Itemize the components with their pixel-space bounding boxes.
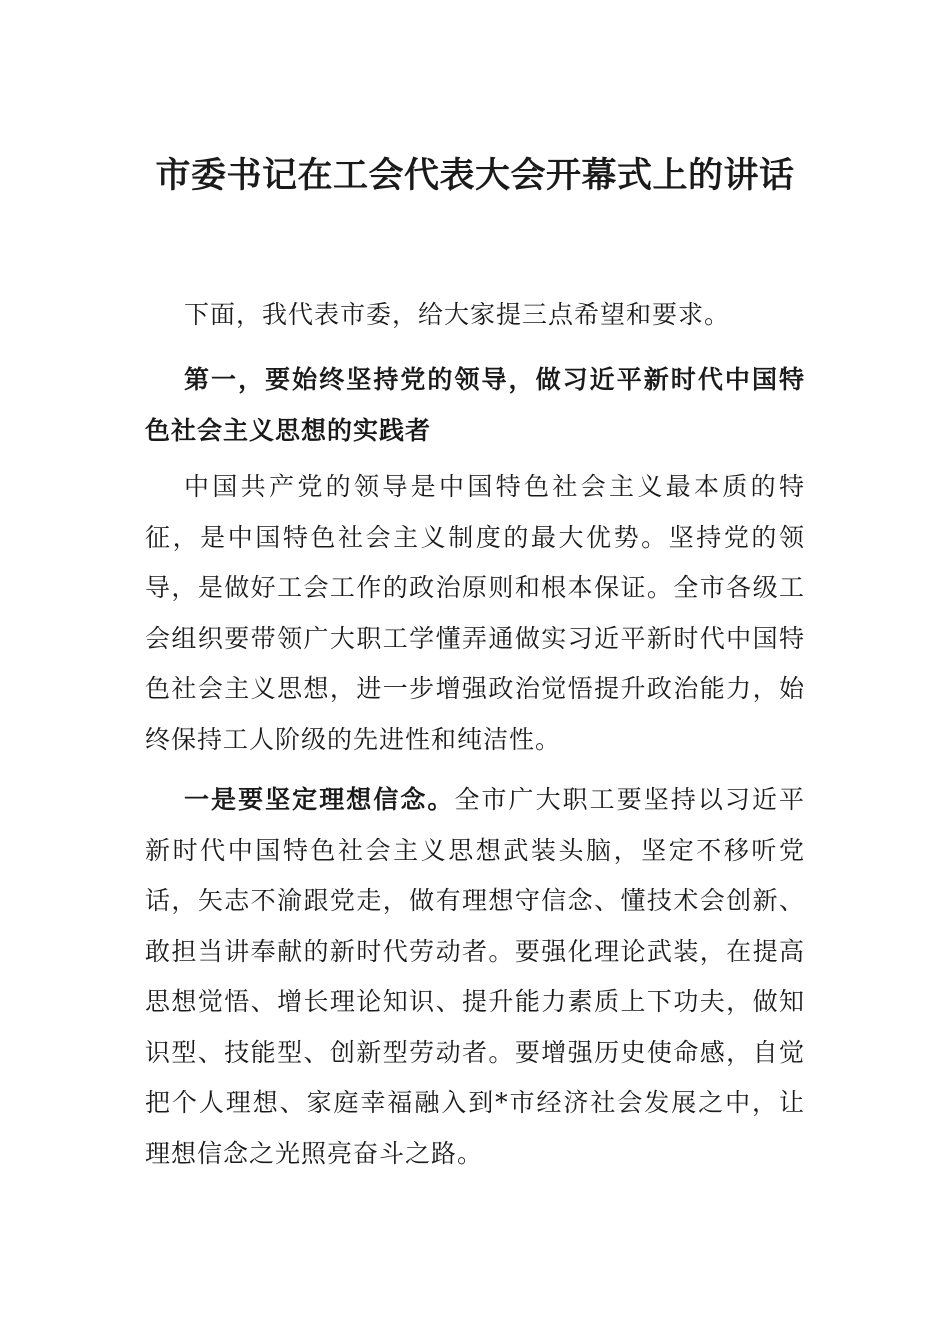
section-heading-1: 第一，要始终坚持党的领导，做习近平新时代中国特色社会主义思想的实践者 [145,365,805,445]
body-paragraph-2 [145,775,805,1179]
body-paragraph-1: 中国共产党的领导是中国特色社会主义最本质的特征，是中国特色社会主义制度的最大优势。坚持党的领导，是做好工会工作的政治原则和根本保证。全市各级工会组织要带领广大职工学懂弄通做实习近平新时代中国特色社会主义思想，进一步增强政治觉悟提升政治能力，始终保持工人阶级的先进性和纯洁性。 [145,472,805,754]
intro-paragraph: 下面，我代表市委，给大家提三点希望和要求。 [184,300,731,329]
paragraph-lead-text: 一是要坚定理想信念。 [184,785,455,814]
paragraph-body-text: 全市广大职工要坚持以习近平新时代中国特色社会主义思想武装头脑，坚定不移听党话，矢志不渝跟党走，做有理想守信念、懂技术会创新、敢担当讲奉献的新时代劳动者。要强化理论武装，在提高思想觉悟、增长理论知识、提升能力素质上下功夫，做知识型、技能型、创新型劳动者。要增强历史使命感，自觉把个人理想、家庭幸福融入到*市经济社会发展之中，让理想信念之光照亮奋斗之路。 [145,785,805,1168]
page-title: 市委书记在工会代表大会开幕式上的讲话 [155,155,795,196]
